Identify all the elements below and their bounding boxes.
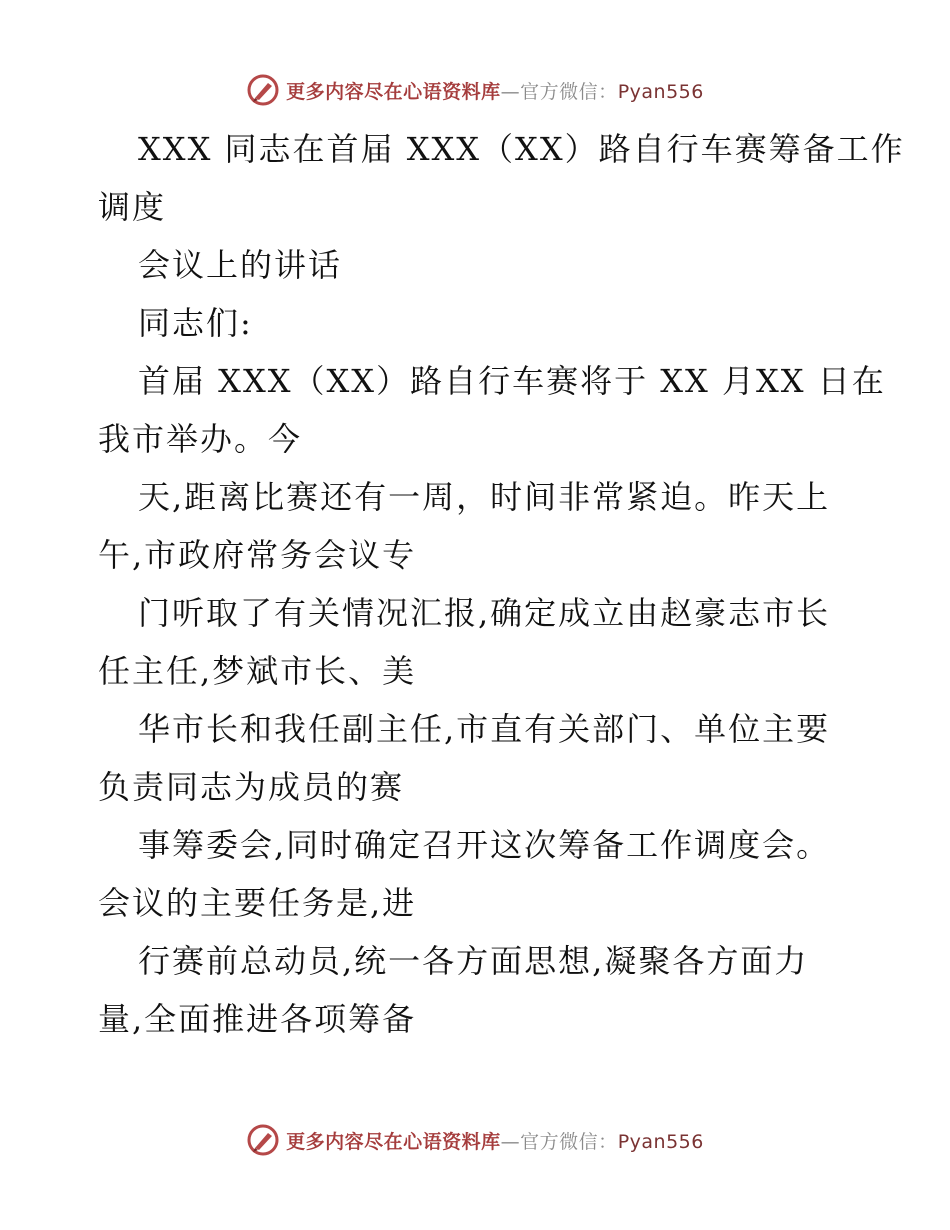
pen-nib-circle-icon xyxy=(246,73,280,107)
banner-wechat-id: Pyan556 xyxy=(617,1130,704,1153)
banner-main-text: 更多内容尽在心语资料库 xyxy=(286,1130,501,1153)
doc-line: 我市举办。今 xyxy=(98,420,303,458)
doc-line: 调度 xyxy=(98,188,167,226)
page-header xyxy=(0,72,950,108)
doc-line: 行赛前总动员,统一各方面思想,凝聚各方面力 xyxy=(138,942,809,980)
doc-line: 天,距离比赛还有一周，时间非常紧迫。昨天上 xyxy=(138,478,831,516)
doc-line: 午,市政府常务会议专 xyxy=(98,536,417,574)
pen-nib-circle-icon xyxy=(246,1123,280,1157)
header-banner xyxy=(286,77,704,104)
page-footer xyxy=(0,1122,950,1158)
banner-wechat-id: Pyan556 xyxy=(617,80,704,103)
doc-line: 门听取了有关情况汇报,确定成立由赵豪志市长 xyxy=(138,594,831,632)
document-body xyxy=(98,120,905,1048)
doc-line: 负责同志为成员的赛 xyxy=(98,768,405,806)
footer-banner xyxy=(286,1127,704,1154)
banner-contact-label: 官方微信： xyxy=(520,1130,618,1153)
doc-line: 量,全面推进各项筹备 xyxy=(98,1000,417,1038)
doc-line: XXX 同志在首届 XXX（XX）路自行车赛筹备工作 xyxy=(138,130,905,168)
doc-line: 华市长和我任副主任,市直有关部门、单位主要 xyxy=(138,710,831,748)
doc-line: 会议上的讲话 xyxy=(138,246,343,284)
doc-line: 同志们: xyxy=(138,304,253,342)
banner-main-text: 更多内容尽在心语资料库 xyxy=(286,80,501,103)
banner-contact-label: 官方微信： xyxy=(520,80,618,103)
doc-line: 事筹委会,同时确定召开这次筹备工作调度会。 xyxy=(138,826,831,864)
banner-separator: — xyxy=(500,1130,521,1153)
doc-line: 会议的主要任务是,进 xyxy=(98,884,417,922)
doc-line: 首届 XXX（XX）路自行车赛将于 XX 月XX 日在 xyxy=(138,362,886,400)
banner-separator: — xyxy=(500,80,521,103)
doc-line: 任主任,梦斌市长、美 xyxy=(98,652,417,690)
